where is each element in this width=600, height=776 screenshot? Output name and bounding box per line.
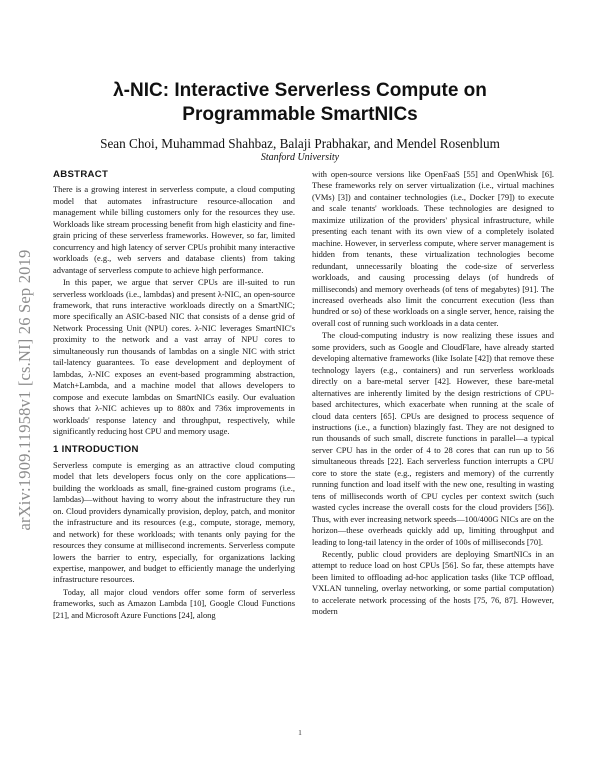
paper-title-line-2: Programmable SmartNICs [182, 104, 418, 125]
intro-paragraph-4: The cloud-computing industry is now realizing these issues and some providers, such as Google and CloudFlare, have already started developing alternative frameworks (like Isolate [42]) that remove these technology layers (e.g., containers) and run serverless workloads directly on a bare-metal server [42]. However, these bare-metal alternatives are inherently limited by the design restrictions of CPU-based architectures, which exacerbate when running at the scale of cloud data centers [65]. CPUs are designed to process sequence of instructions (i.e., a function) blazingly fast. They are not designed to run thousands of such small, discrete functions in parallel—a typical server CPU has in the order of 4 to 28 cores that can run up to 56 simultaneous threads [22]. Each serverless function interrupts a CPU core to store the state (e.g., registers and memory) of the currently running function and load itself with the new one, resulting in wasting tens of milliseconds worth of CPU cycles per context switch (such wasted cycles increase the overall costs for the cloud providers [56]). Thus, with ever increasing network speeds—100/400G NICs are on the horizon—these overheads quickly add up, limiting throughput and leading to long-tail latency in the order of 100s of milliseconds [70]. [312, 330, 554, 547]
intro-paragraph-5: Recently, public cloud providers are deploying SmartNICs in an attempt to reduce load on host CPUs [56]. So far, these attempts have been limited to offloading ad-hoc application tasks (like TCP offload, VXLAN tunneling, overlay networking, or some partial computation) to accelerate network processing of the hosts [75, 76, 87]. However, modern [312, 548, 554, 617]
arxiv-identifier: arXiv:1909.11958v1 [cs.NI] 26 Sep 2019 [15, 249, 34, 531]
page-number: 1 [298, 728, 302, 737]
abstract-paragraph-2: In this paper, we argue that server CPUs are ill-suited to run serverless workloads (i.e., lambdas) and present λ-NIC, an open-source framework, that runs interactive workloads directly on a SmartNIC; more specifically an ASIC-based NIC that consists of a dense grid of Network Processing Unit (NPU) cores. λ-NIC leverages SmartNIC's proximity to the network and a vast array of NPU cores to simultaneously run thousands of lambdas on a single NIC with strict tail-latency guarantees. To ease development and deployment of lambdas, λ-NIC exposes an event-based programming abstraction, Match+Lambda, and a machine model that allows developers to compose and execute lambdas on SmartNICs easily. Our evaluation shows that λ-NIC achieves up to 880x and 736x improvements in workloads' response latency and throughput, respectively, while significantly reducing host CPU and memory usage. [53, 277, 295, 436]
right-column [312, 169, 554, 618]
intro-paragraph-2: Today, all major cloud vendors offer some form of serverless frameworks, such as Amazon Lambda [10], Google Cloud Functions [21], and Microsoft Azure Functions [24], along [53, 586, 295, 620]
intro-paragraph-3: with open-source versions like OpenFaaS [55] and OpenWhisk [6]. These frameworks rely on server virtualization (i.e., virtual machines (VMs) [3]) and container technologies (i.e., Docker [79]) to execute and scale tenants' workloads. These technologies are designed to maximize utilization of the providers' physical infrastructure, while presenting each tenant with its own view of a completely isolated machine. However, in serverless compute, where server management is hidden from tenants, these virtualization technologies become redundant, unnecessarily bloating the code-size of serverless workloads, and causing processing delays (of hundreds of milliseconds) and memory overheads (of tens of megabytes) [91]. The increased overheads also limit the concurrent execution (less than hundred or so) of these workloads on a single server, hence, raising the overall cost of running such workloads in a data center. [312, 169, 554, 328]
left-column [53, 169, 295, 621]
paper-title-line-1: λ-NIC: Interactive Serverless Compute on [113, 80, 487, 101]
abstract-heading: ABSTRACT [53, 169, 109, 180]
abstract-paragraph-1: There is a growing interest in serverless compute, a cloud computing model that automates infrastructure resource-allocation and management while billing customers only for the resources they use. Workloads like stream processing benefit from high elasticity and fine-grain pricing of these serverless frameworks. However, so far, limited concurrency and high latency of server CPUs prohibit many interactive workloads (e.g., web servers and database clients) from taking advantage of serverless compute to achieve high performance. [53, 184, 295, 275]
intro-paragraph-1: Serverless compute is emerging as an attractive cloud computing model that lets developers focus only on the core applications—building the workloads as small, fine-grained custom programs (i.e., lambdas)—without having to worry about the infrastructure they run on. Cloud providers dynamically provision, deploy, patch, and monitor the infrastructure and its resources (e.g., compute, storage, memory, and network) for these workloads; with tenants only paying for the resources they consume at millisecond increments. Serverless compute lowers the barrier to entry, especially, for organizations lacking expertise, manpower, and budget to efficiently manage the underlying infrastructure resources. [53, 459, 295, 585]
author-list: Sean Choi, Muhammad Shahbaz, Balaji Prabhakar, and Mendel Rosenblum [100, 136, 500, 151]
introduction-heading: 1 INTRODUCTION [53, 444, 139, 456]
affiliation: Stanford University [260, 152, 340, 163]
arxiv-stamp [14, 210, 36, 570]
